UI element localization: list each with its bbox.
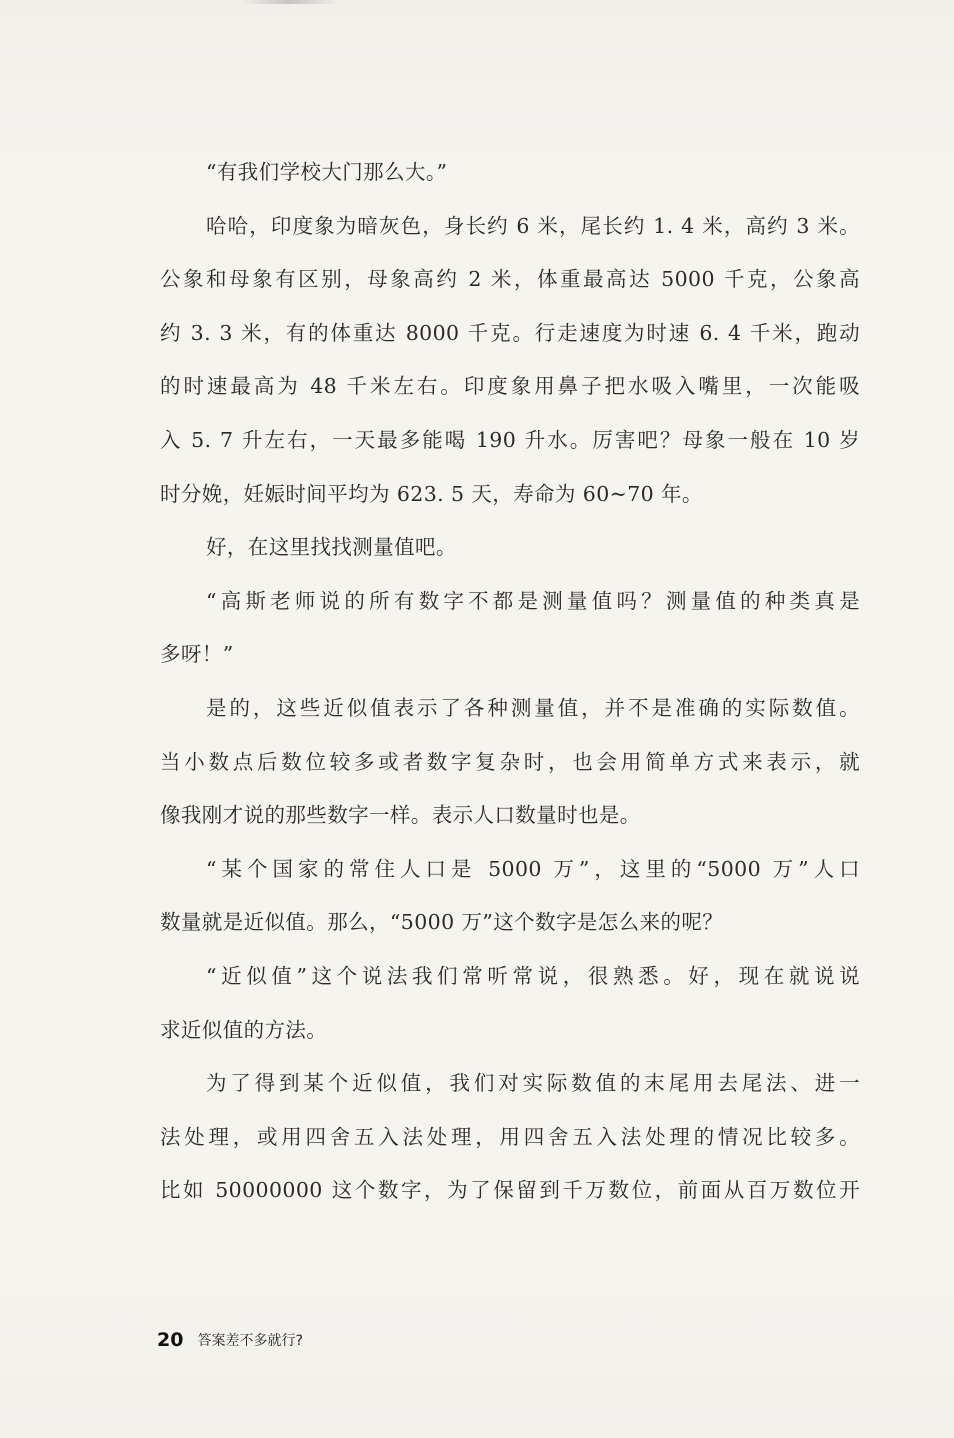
paragraph-line: 为了得到某个近似值，我们对实际数值的末尾用去尾法、进一: [206, 1071, 860, 1096]
paragraph-line: “有我们学校大门那么大。”: [206, 160, 448, 184]
paragraph-line: 入 5. 7 升左右，一天最多能喝 190 升水。厉害吧？母象一般在 10 岁: [160, 427, 860, 452]
paragraph-line: 法处理，或用四舍五入法处理，用四舍五入法处理的情况比较多。: [160, 1124, 860, 1149]
paragraph-line: 比如 50000000 这个数字，为了保留到千万数位，前面从百万数位开: [160, 1178, 860, 1203]
paragraph-line: 当小数点后数位较多或者数字复杂时，也会用简单方式来表示，就: [160, 749, 860, 774]
paragraph-line: 约 3. 3 米，有的体重达 8000 千克。行走速度为时速 6. 4 千米，跑动: [160, 320, 860, 345]
paragraph-line: 好，在这里找找测量值吧。: [206, 535, 457, 560]
body-text: [160, 146, 860, 1218]
paragraph-line: 哈哈，印度象为暗灰色，身长约 6 米，尾长约 1. 4 米，高约 3 米。: [206, 213, 860, 238]
paragraph-line: 数量就是近似值。那么，“5000 万”这个数字是怎么来的呢？: [160, 910, 724, 935]
paragraph-line: 公象和母象有区别，母象高约 2 米，体重最高达 5000 千克，公象高: [160, 267, 860, 292]
paragraph-line: 像我刚才说的那些数字一样。表示人口数量时也是。: [160, 803, 641, 828]
paragraph-line: “某个国家的常住人口是 5000 万”，这里的“5000 万”人口: [206, 856, 860, 881]
paragraph-line: 多呀！”: [160, 642, 234, 667]
paragraph-line: 的时速最高为 48 千米左右。印度象用鼻子把水吸入嘴里，一次能吸: [160, 374, 860, 399]
page-number: 20: [157, 1329, 184, 1351]
running-title: 答案差不多就行?: [197, 1333, 303, 1349]
page-footer: [157, 1326, 303, 1354]
page-edge-shadow: [240, 0, 340, 4]
paragraph-line: 时分娩，妊娠时间平均为 623. 5 天，寿命为 60~70 年。: [160, 481, 703, 506]
paragraph-line: “近似值”这个说法我们常听常说，很熟悉。好，现在就说说: [206, 963, 860, 988]
paragraph-line: “高斯老师说的所有数字不都是测量值吗？测量值的种类真是: [206, 588, 860, 613]
paragraph-line: 是的，这些近似值表示了各种测量值，并不是准确的实际数值。: [206, 695, 860, 720]
paragraph-line: 求近似值的方法。: [160, 1017, 328, 1042]
